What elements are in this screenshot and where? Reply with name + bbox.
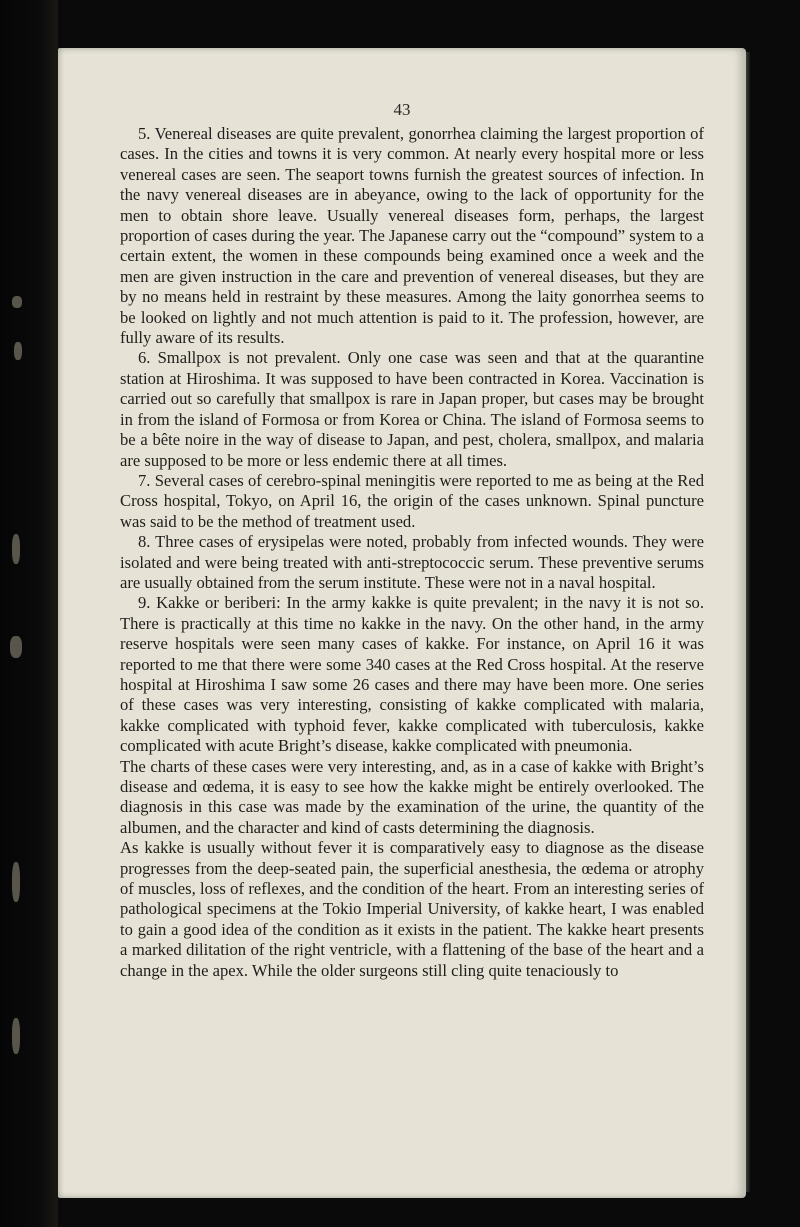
page-number: 43 xyxy=(393,100,411,119)
body-text xyxy=(120,124,704,981)
paragraph-kakke-diagnosis: As kakke is usually without fever it is comparatively easy to diagnose as the disease progresses from the deep-seated pain, the superficial anesthesia, the œdema or atrophy of muscles, loss of reflexes, and the condition of the heart. From an interesting series of pathological specimens at the Tokio Imperial University, of kakke heart, I was enabled to gain a good idea of the condition as it exists in the patient. The kakke heart presents a marked dilitation of the right ventricle, with a flattening of the base of the heart and a change in the apex. While the older surgeons still cling quite tenaciously to xyxy=(120,838,704,980)
edge-mark xyxy=(12,296,22,308)
paragraph-venereal-diseases: 5. Venereal diseases are quite prevalent, gonorrhea claiming the largest proportion of cases. In the cities and towns it is very common. At nearly every hospital more or less venereal cases are seen. The seaport towns furnish the greatest sources of infection. In the navy venereal diseases are in abeyance, owing to the lack of opportunity for the men to obtain shore leave. Usually venereal diseases form, perhaps, the largest proportion of cases during the year. The Japanese carry out the “compound” system to a certain extent, the women in these compounds being examined once a week and the men are given instruction in the care and prevention of venereal diseases, but they are by no means held in restraint by these measures. Among the laity gonorrhea seems to be looked on lightly and not much attention is paid to it. The profession, however, are fully aware of its results. xyxy=(120,124,704,348)
edge-mark xyxy=(12,534,20,564)
paragraph-smallpox: 6. Smallpox is not prevalent. Only one case was seen and that at the quarantine station at Hiroshima. It was supposed to have been contracted in Korea. Vaccination is carried out so carefully that smallpox is rare in Japan proper, but cases may be brought in from the island of Formosa or from Korea or China. The island of Formosa seems to be a bête noire in the way of disease to Japan, and pest, cholera, smallpox, and malaria are supposed to be more or less endemic there at all times. xyxy=(120,348,704,470)
paragraph-meningitis: 7. Several cases of cerebro-spinal meningitis were reported to me as being at the Red Cross hospital, Tokyo, on April 16, the origin of the cases unknown. Spinal puncture was said to be the method of treatment used. xyxy=(120,470,704,531)
edge-mark xyxy=(10,636,22,658)
paragraph-kakke-charts: The charts of these cases were very interesting, and, as in a case of kakke with Bright’s disease and œdema, it is easy to see how the kakke might be entirely overlooked. The diagnosis in this case was made by the examination of the urine, the quantity of the albumen, and the character and kind of casts determining the diagnosis. xyxy=(120,756,704,837)
paragraph-erysipelas: 8. Three cases of erysipelas were noted, probably from infected wounds. They were isolated and were being treated with anti-streptococcic serum. These preventive serums are usually obtained from the serum institute. These were not in a naval hospital. xyxy=(120,532,704,592)
edge-mark xyxy=(12,1018,20,1054)
edge-mark xyxy=(12,862,20,902)
edge-mark xyxy=(14,342,22,360)
left-margin-dark xyxy=(0,0,58,1227)
document-page xyxy=(58,48,746,1198)
paragraph-kakke: 9. Kakke or beriberi: In the army kakke is quite prevalent; in the navy it is not so. There is practically at this time no kakke in the navy. On the other hand, in the army reserve hospitals were seen many cases of kakke. For instance, on April 16 it was reported to me that there were some 340 cases at the Red Cross hospital. At the reserve hospital at Hiroshima I saw some 26 cases and there may have been more. One series of these cases was very interesting, consisting of kakke complicated with malaria, kakke complicated with typhoid fever, kakke complicated with tuberculosis, kakke complicated with acute Bright’s disease, kakke complicated with pneumonia. xyxy=(120,593,704,756)
